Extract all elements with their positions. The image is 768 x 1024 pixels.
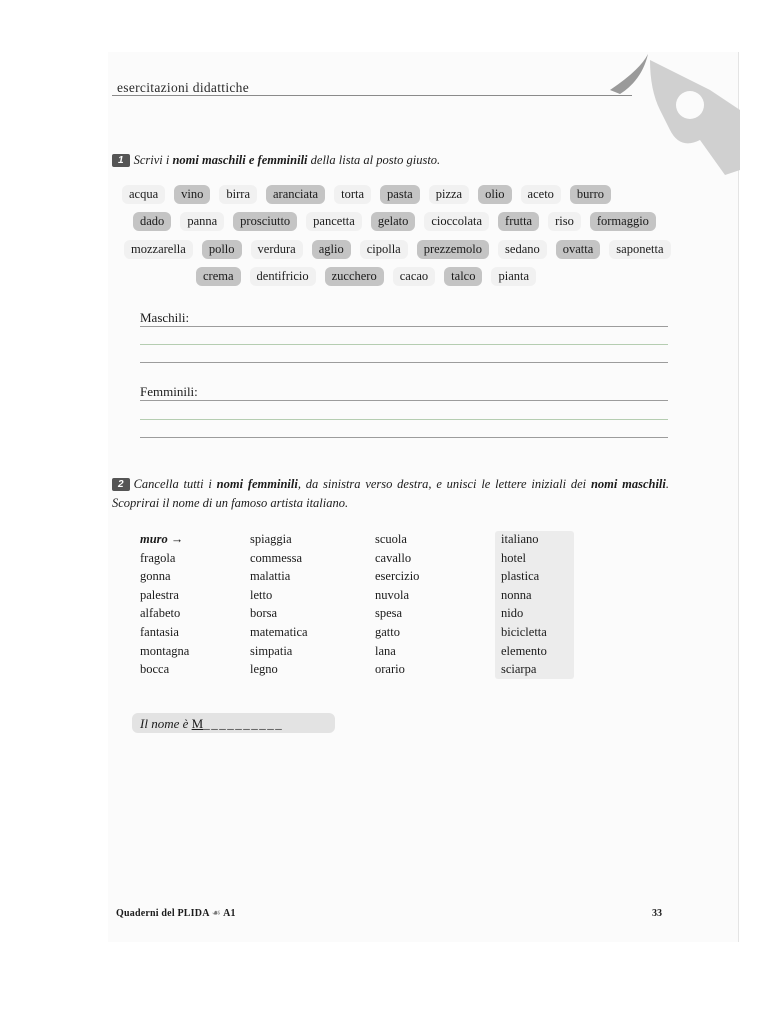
- maschili-label: Maschili:: [140, 310, 190, 325]
- word-chip: sedano: [498, 240, 547, 259]
- femminili-line[interactable]: [140, 419, 668, 420]
- word-list-item[interactable]: bicicletta: [501, 624, 547, 639]
- word-list-row-2: [133, 212, 656, 231]
- femminili-line[interactable]: [140, 400, 668, 401]
- word-list-item[interactable]: nonna: [501, 587, 532, 602]
- word-list-item[interactable]: spiaggia: [250, 532, 292, 546]
- instruction-bold-text: nomi femminili: [216, 477, 298, 491]
- word-list-item[interactable]: orario: [375, 662, 405, 677]
- word-chip: verdura: [251, 240, 303, 259]
- word-column-3: [375, 530, 419, 679]
- word-chip: aglio: [312, 240, 351, 259]
- instruction-text: Cancella tutti i: [133, 477, 217, 491]
- footer-ornament-icon: ☙: [211, 908, 221, 919]
- word-list-item[interactable]: italiano: [501, 532, 539, 546]
- section-header: esercitazioni didattiche: [117, 80, 250, 95]
- word-list-item[interactable]: nuvola: [375, 587, 410, 602]
- instruction-text: della lista al posto giusto.: [307, 153, 441, 167]
- answer-prefix: Il nome è: [140, 716, 192, 731]
- exercise-number-badge: 1: [112, 154, 130, 167]
- word-chip: burro: [570, 185, 611, 204]
- word-list-item[interactable]: legno: [250, 662, 278, 677]
- word-list-row-1: [122, 185, 611, 204]
- word-list-item[interactable]: sciarpa: [501, 662, 537, 677]
- word-chip: talco: [444, 267, 482, 286]
- femminili-label: Femminili:: [140, 384, 198, 399]
- word-chip: frutta: [498, 212, 539, 231]
- word-chip: riso: [548, 212, 581, 231]
- word-list-item[interactable]: letto: [250, 587, 273, 602]
- exercise-1-instruction: [112, 151, 440, 170]
- word-chip: zucchero: [325, 267, 384, 286]
- word-chip: cioccolata: [424, 212, 489, 231]
- footer-level: A1: [223, 908, 236, 919]
- answer-blanks[interactable]: __________: [203, 716, 284, 731]
- word-list-item[interactable]: spesa: [375, 606, 403, 621]
- page-number: 33: [652, 908, 662, 919]
- word-column-2: [250, 530, 308, 679]
- instruction-text: Scrivi i: [133, 153, 173, 167]
- answer-prompt: [140, 716, 283, 732]
- answer-first-letter: M: [191, 716, 204, 731]
- word-chip: prezzemolo: [417, 240, 489, 259]
- instruction-text: , da sinistra verso destra, e unisci le lettere iniziali dei: [297, 477, 591, 491]
- word-chip: formaggio: [590, 212, 656, 231]
- footer-book-name: Quaderni del PLIDA: [116, 908, 210, 919]
- word-chip: birra: [219, 185, 257, 204]
- decorative-corner-graphic: [580, 50, 740, 180]
- word-list-item[interactable]: montagna: [140, 643, 190, 658]
- exercise-2-instruction: [112, 475, 669, 513]
- maschili-line[interactable]: [140, 362, 668, 363]
- word-list-item[interactable]: elemento: [501, 643, 547, 658]
- word-column-4: [501, 530, 547, 679]
- word-list-item[interactable]: cavallo: [375, 550, 412, 565]
- word-list-row-4: [196, 267, 536, 286]
- word-chip: acqua: [122, 185, 165, 204]
- word-list-item[interactable]: commessa: [250, 550, 303, 565]
- word-chip: pizza: [429, 185, 469, 204]
- word-chip: panna: [180, 212, 224, 231]
- word-chip: aceto: [521, 185, 561, 204]
- instruction-text: . Scoprirai il nome di un famoso artista italiano.: [112, 477, 669, 510]
- word-chip: gelato: [371, 212, 416, 231]
- word-chip: saponetta: [609, 240, 670, 259]
- word-list-item[interactable]: fantasia: [140, 624, 179, 639]
- femminili-line[interactable]: [140, 437, 668, 438]
- word-list-item[interactable]: gatto: [375, 624, 400, 639]
- footer-title: [116, 908, 236, 919]
- word-list-item[interactable]: malattia: [250, 569, 291, 584]
- word-list-item[interactable]: bocca: [140, 662, 170, 677]
- word-chip: cacao: [393, 267, 435, 286]
- word-chip: olio: [478, 185, 511, 204]
- word-chip: pancetta: [306, 212, 362, 231]
- word-chip: torta: [334, 185, 371, 204]
- word-list-item[interactable]: scuola: [375, 532, 407, 546]
- maschili-line[interactable]: [140, 326, 668, 327]
- word-chip: pianta: [491, 267, 536, 286]
- word-chip: pasta: [380, 185, 420, 204]
- header-rule: [112, 95, 632, 96]
- word-list-item[interactable]: hotel: [501, 550, 526, 565]
- word-list-item[interactable]: gonna: [140, 569, 171, 584]
- word-chip: pollo: [202, 240, 242, 259]
- word-list-item[interactable]: borsa: [250, 606, 278, 621]
- word-chip: ovatta: [556, 240, 601, 259]
- word-list-item[interactable]: nido: [501, 606, 524, 621]
- word-chip: aranciata: [266, 185, 325, 204]
- word-chip: dado: [133, 212, 171, 231]
- exercise-number-badge: 2: [112, 478, 130, 491]
- instruction-bold-text: nomi maschili e femminili: [172, 153, 308, 167]
- word-chip: crema: [196, 267, 241, 286]
- word-list-row-3: [124, 240, 671, 259]
- word-list-item[interactable]: palestra: [140, 587, 179, 602]
- word-chip: cipolla: [360, 240, 408, 259]
- word-chip: vino: [174, 185, 210, 204]
- word-list-item[interactable]: esercizio: [375, 569, 420, 584]
- word-column-1: [140, 530, 189, 679]
- word-list-item[interactable]: fragola: [140, 550, 176, 565]
- word-list-item[interactable]: matematica: [250, 624, 308, 639]
- word-chip: mozzarella: [124, 240, 193, 259]
- word-list-item[interactable]: alfabeto: [140, 606, 181, 621]
- word-chip: dentifricio: [250, 267, 316, 286]
- instruction-bold-text: nomi maschili: [590, 477, 666, 491]
- maschili-line[interactable]: [140, 344, 668, 345]
- word-list-item[interactable]: simpatia: [250, 643, 293, 658]
- word-list-item[interactable]: lana: [375, 643, 396, 658]
- word-list-item[interactable]: plastica: [501, 569, 540, 584]
- word-chip: prosciutto: [233, 212, 297, 231]
- word-list-item[interactable]: muro →: [140, 532, 184, 546]
